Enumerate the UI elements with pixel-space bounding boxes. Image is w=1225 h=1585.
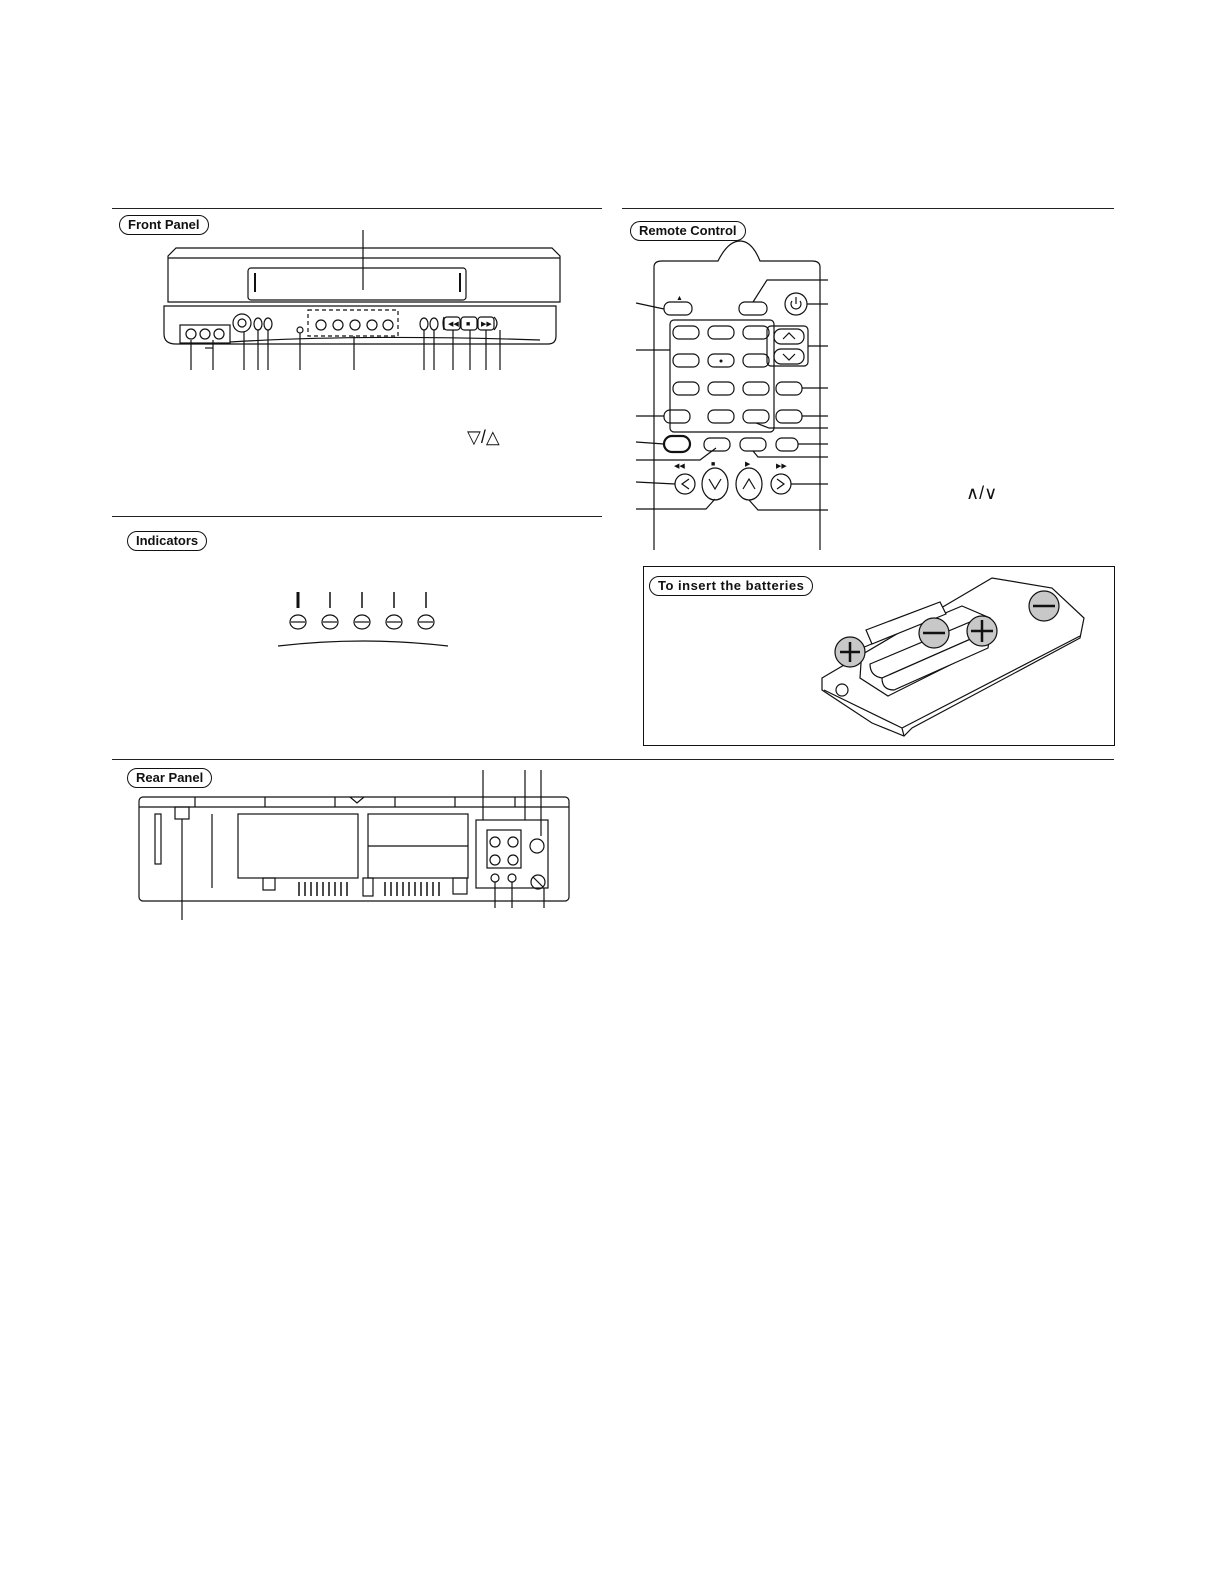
svg-text:■: ■ [466,321,471,328]
indicators-rule [112,516,602,517]
indicators-diagram [276,592,456,652]
channel-arrows-symbol: ∧/∨ [966,483,998,503]
remote-control-rule [622,208,1114,209]
batteries-title: To insert the batteries [649,576,813,596]
indicators-title: Indicators [127,531,207,551]
front-panel-diagram [160,230,570,370]
svg-text:▲: ▲ [676,295,683,302]
svg-text:◀◀: ◀◀ [448,321,459,328]
tracking-arrows-symbol: ▽/△ [467,427,500,447]
front-panel-title: Front Panel [119,215,209,235]
front-panel-rule [112,208,602,209]
svg-text:▶: ▶ [745,461,751,468]
svg-text:▶▶: ▶▶ [481,321,492,328]
rear-panel-title: Rear Panel [127,768,212,788]
remote-control-diagram [636,235,836,550]
rear-panel-diagram [135,770,575,920]
remote-control-title: Remote Control [630,221,746,241]
battery-compartment-diagram [812,578,1102,738]
svg-text:■: ■ [711,461,716,468]
svg-text:◀◀: ◀◀ [674,463,685,470]
svg-text:▶▶: ▶▶ [776,463,787,470]
rear-panel-rule [112,759,1114,760]
